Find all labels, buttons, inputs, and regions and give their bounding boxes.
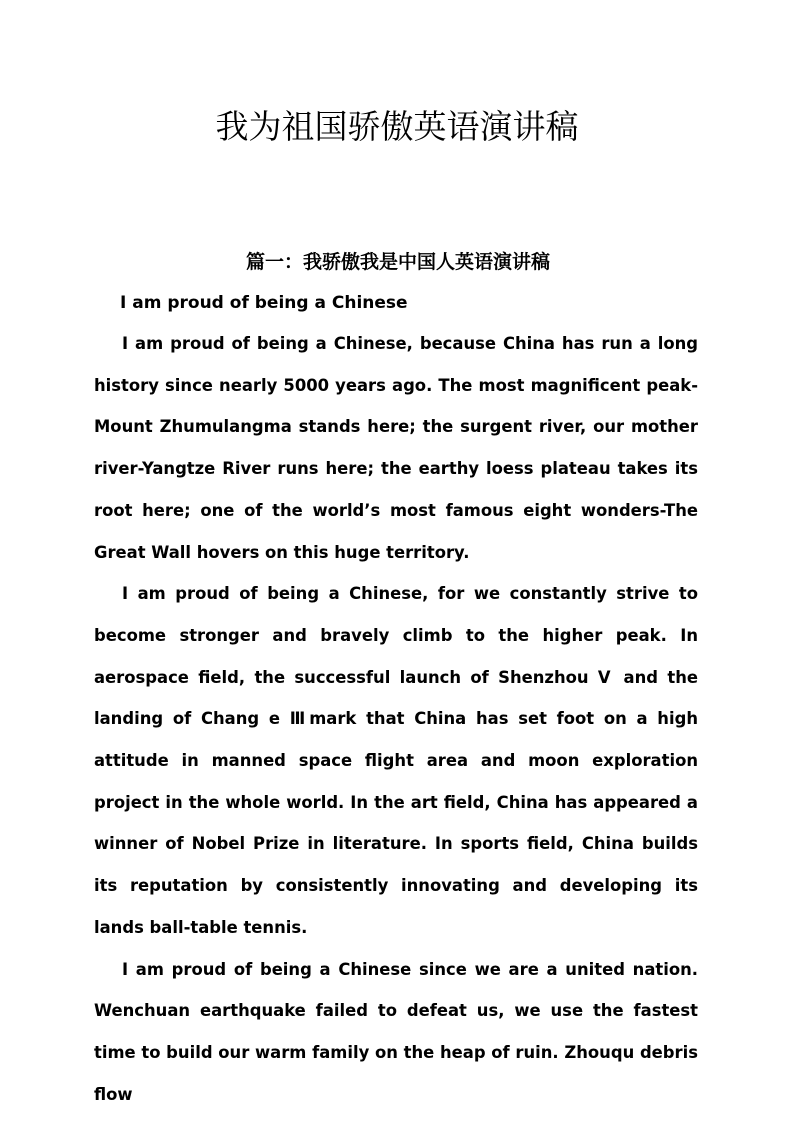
speech-title: I am proud of being a Chinese <box>120 293 408 313</box>
document-title: 我为祖国骄傲英语演讲稿 <box>215 107 579 146</box>
speech-body <box>94 323 698 1115</box>
section-heading: 篇一：我骄傲我是中国人英语演讲稿 <box>246 251 551 273</box>
paragraph-achievements: I am proud of being a Chinese, for we constantly strive to become stronger and bravely climb to the higher peak. In aerospace field, the successful launch of Shenzhou Ⅴ and the landing of Chang e Ⅲmark that China has set foot on a high attitude in manned space flight area and moon exploration project in the whole world. In the art field, China has appeared a winner of Nobel Prize in literature. In sports field, China builds its reputation by consistently innovating and developing its lands ball-table tennis. <box>94 584 698 937</box>
paragraph-unity: I am proud of being a Chinese since we are a united nation. Wenchuan earthquake failed to defeat us, we use the fastest time to build our warm family on the heap of ruin. Zhouqu debris flow <box>94 959 698 1104</box>
paragraph-history: I am proud of being a Chinese, because China has run a long history since nearly 5000 years ago. The most magnificent peak-Mount Zhumulangma stands here; the surgent river, our mother river-Yangtze River runs here; the earthy loess plateau takes its root here; one of the world’s most famous eight wonders-The Great Wall hovers on this huge territory. <box>94 334 698 562</box>
